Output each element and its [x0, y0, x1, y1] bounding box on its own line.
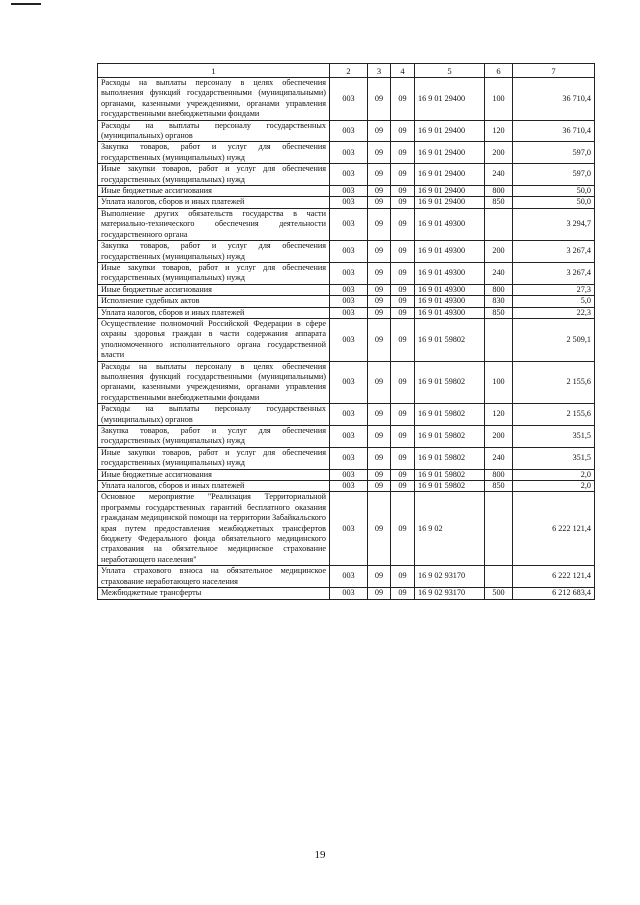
row-name-cell: Исполнение судебных актов — [98, 296, 330, 307]
row-target-cell: 16 9 01 59802 — [415, 426, 485, 448]
row-type-cell: 800 — [485, 469, 513, 480]
row-amount-cell: 6 222 121,4 — [513, 492, 595, 566]
row-type-cell: 240 — [485, 447, 513, 469]
row-subsection-cell: 09 — [391, 208, 415, 240]
table-row — [98, 481, 595, 492]
row-admin-cell: 003 — [330, 566, 368, 588]
row-section-cell: 09 — [368, 164, 391, 186]
table-row — [98, 78, 595, 121]
header-cell: 6 — [485, 64, 513, 78]
row-type-cell: 830 — [485, 296, 513, 307]
row-admin-cell: 003 — [330, 197, 368, 208]
row-subsection-cell: 09 — [391, 318, 415, 361]
row-type-cell: 120 — [485, 404, 513, 426]
row-admin-cell: 003 — [330, 361, 368, 404]
row-section-cell: 09 — [368, 481, 391, 492]
table-row — [98, 262, 595, 284]
table-row — [98, 361, 595, 404]
row-amount-cell: 2 155,6 — [513, 361, 595, 404]
row-target-cell: 16 9 01 49300 — [415, 208, 485, 240]
row-type-cell: 800 — [485, 186, 513, 197]
row-target-cell: 16 9 01 49300 — [415, 284, 485, 295]
table-row — [98, 186, 595, 197]
row-subsection-cell: 09 — [391, 164, 415, 186]
table-header-row — [98, 64, 595, 78]
row-section-cell: 09 — [368, 588, 391, 599]
budget-table — [97, 63, 595, 600]
row-type-cell: 100 — [485, 78, 513, 121]
row-section-cell: 09 — [368, 120, 391, 142]
row-section-cell: 09 — [368, 296, 391, 307]
table-row — [98, 588, 595, 599]
row-admin-cell: 003 — [330, 120, 368, 142]
row-section-cell: 09 — [368, 208, 391, 240]
row-admin-cell: 003 — [330, 492, 368, 566]
row-amount-cell: 50,0 — [513, 197, 595, 208]
row-subsection-cell: 09 — [391, 197, 415, 208]
scan-mark — [11, 3, 41, 5]
table-row — [98, 208, 595, 240]
row-subsection-cell: 09 — [391, 120, 415, 142]
row-subsection-cell: 09 — [391, 296, 415, 307]
table-row — [98, 492, 595, 566]
row-name-cell: Основное мероприятие "Реализация Территориальной программы государственных гарантий бесплатного оказания гражданам медицинской помощи на территории Забайкальского края путем предоставления межбюджетных трансфертов бюджету Федерального фонда обязательного медицинского страхования на обязательное медицинское страхование неработающего населения" — [98, 492, 330, 566]
row-admin-cell: 003 — [330, 588, 368, 599]
row-type-cell: 200 — [485, 142, 513, 164]
row-target-cell: 16 9 01 59802 — [415, 447, 485, 469]
table-row — [98, 566, 595, 588]
table-row — [98, 284, 595, 295]
row-subsection-cell: 09 — [391, 241, 415, 263]
row-section-cell: 09 — [368, 197, 391, 208]
row-name-cell: Осуществление полномочий Российской Федерации в сфере охраны здоровья граждан в части содержания аппарата уполномоченного исполнительного органа государственной власти — [98, 318, 330, 361]
table-row — [98, 197, 595, 208]
row-type-cell — [485, 208, 513, 240]
row-section-cell: 09 — [368, 78, 391, 121]
row-name-cell: Уплата налогов, сборов и иных платежей — [98, 197, 330, 208]
row-admin-cell: 003 — [330, 447, 368, 469]
row-type-cell — [485, 492, 513, 566]
row-type-cell: 120 — [485, 120, 513, 142]
row-amount-cell: 2,0 — [513, 481, 595, 492]
row-amount-cell: 5,0 — [513, 296, 595, 307]
row-type-cell: 200 — [485, 241, 513, 263]
row-section-cell: 09 — [368, 142, 391, 164]
header-cell: 4 — [391, 64, 415, 78]
row-type-cell: 240 — [485, 164, 513, 186]
row-name-cell: Уплата налогов, сборов и иных платежей — [98, 307, 330, 318]
row-admin-cell: 003 — [330, 208, 368, 240]
row-name-cell: Иные бюджетные ассигнования — [98, 469, 330, 480]
table-row — [98, 120, 595, 142]
row-name-cell: Расходы на выплаты персоналу государственных (муниципальных) органов — [98, 120, 330, 142]
row-section-cell: 09 — [368, 361, 391, 404]
row-admin-cell: 003 — [330, 186, 368, 197]
row-type-cell: 850 — [485, 481, 513, 492]
row-subsection-cell: 09 — [391, 361, 415, 404]
row-target-cell: 16 9 01 59802 — [415, 318, 485, 361]
row-admin-cell: 003 — [330, 142, 368, 164]
row-admin-cell: 003 — [330, 78, 368, 121]
row-name-cell: Иные закупки товаров, работ и услуг для обеспечения государственных (муниципальных) нужд — [98, 447, 330, 469]
row-section-cell: 09 — [368, 447, 391, 469]
row-subsection-cell: 09 — [391, 307, 415, 318]
row-admin-cell: 003 — [330, 469, 368, 480]
row-type-cell: 500 — [485, 588, 513, 599]
header-cell: 7 — [513, 64, 595, 78]
row-target-cell: 16 9 01 49300 — [415, 296, 485, 307]
row-type-cell: 850 — [485, 307, 513, 318]
table-row — [98, 142, 595, 164]
row-section-cell: 09 — [368, 284, 391, 295]
row-section-cell: 09 — [368, 426, 391, 448]
row-name-cell: Иные бюджетные ассигнования — [98, 186, 330, 197]
row-section-cell: 09 — [368, 318, 391, 361]
row-amount-cell: 50,0 — [513, 186, 595, 197]
row-subsection-cell: 09 — [391, 447, 415, 469]
row-name-cell: Выполнение других обязательств государства в части материально-технического обеспечения деятельности государственного органа — [98, 208, 330, 240]
row-type-cell: 240 — [485, 262, 513, 284]
row-target-cell: 16 9 01 49300 — [415, 241, 485, 263]
table-row — [98, 307, 595, 318]
row-admin-cell: 003 — [330, 296, 368, 307]
row-target-cell: 16 9 01 29400 — [415, 164, 485, 186]
row-subsection-cell: 09 — [391, 566, 415, 588]
row-type-cell — [485, 566, 513, 588]
row-admin-cell: 003 — [330, 284, 368, 295]
row-amount-cell: 597,0 — [513, 164, 595, 186]
row-admin-cell: 003 — [330, 318, 368, 361]
row-type-cell: 200 — [485, 426, 513, 448]
table-row — [98, 164, 595, 186]
row-amount-cell: 6 212 683,4 — [513, 588, 595, 599]
row-target-cell: 16 9 01 49300 — [415, 262, 485, 284]
row-subsection-cell: 09 — [391, 492, 415, 566]
row-target-cell: 16 9 01 49300 — [415, 307, 485, 318]
row-type-cell: 800 — [485, 284, 513, 295]
row-amount-cell: 3 294,7 — [513, 208, 595, 240]
table-row — [98, 404, 595, 426]
header-cell: 5 — [415, 64, 485, 78]
row-subsection-cell: 09 — [391, 142, 415, 164]
row-type-cell: 100 — [485, 361, 513, 404]
row-name-cell: Расходы на выплаты персоналу в целях обеспечения выполнения функций государственными (муниципальными) органами, казенными учреждениями, органами управления государственными внебюджетными фондами — [98, 361, 330, 404]
row-target-cell: 16 9 01 29400 — [415, 142, 485, 164]
row-amount-cell: 3 267,4 — [513, 241, 595, 263]
row-amount-cell: 36 710,4 — [513, 120, 595, 142]
row-target-cell: 16 9 02 — [415, 492, 485, 566]
table-row — [98, 426, 595, 448]
table-row — [98, 241, 595, 263]
row-target-cell: 16 9 01 59802 — [415, 361, 485, 404]
row-name-cell: Межбюджетные трансферты — [98, 588, 330, 599]
row-target-cell: 16 9 01 29400 — [415, 78, 485, 121]
row-amount-cell: 3 267,4 — [513, 262, 595, 284]
row-section-cell: 09 — [368, 404, 391, 426]
row-amount-cell: 6 222 121,4 — [513, 566, 595, 588]
row-subsection-cell: 09 — [391, 78, 415, 121]
row-admin-cell: 003 — [330, 426, 368, 448]
header-cell: 3 — [368, 64, 391, 78]
row-target-cell: 16 9 01 59802 — [415, 481, 485, 492]
row-admin-cell: 003 — [330, 307, 368, 318]
row-subsection-cell: 09 — [391, 404, 415, 426]
row-name-cell: Закупка товаров, работ и услуг для обеспечения государственных (муниципальных) нужд — [98, 426, 330, 448]
row-name-cell: Закупка товаров, работ и услуг для обеспечения государственных (муниципальных) нужд — [98, 142, 330, 164]
table-row — [98, 318, 595, 361]
row-name-cell: Иные закупки товаров, работ и услуг для обеспечения государственных (муниципальных) нужд — [98, 164, 330, 186]
header-cell: 2 — [330, 64, 368, 78]
row-admin-cell: 003 — [330, 262, 368, 284]
table-row — [98, 447, 595, 469]
row-target-cell: 16 9 01 59802 — [415, 404, 485, 426]
row-target-cell: 16 9 01 29400 — [415, 186, 485, 197]
row-section-cell: 09 — [368, 186, 391, 197]
row-admin-cell: 003 — [330, 164, 368, 186]
row-section-cell: 09 — [368, 469, 391, 480]
row-target-cell: 16 9 02 93170 — [415, 566, 485, 588]
row-subsection-cell: 09 — [391, 481, 415, 492]
row-section-cell: 09 — [368, 492, 391, 566]
row-target-cell: 16 9 01 59802 — [415, 469, 485, 480]
table-row — [98, 469, 595, 480]
row-name-cell: Расходы на выплаты персоналу в целях обеспечения выполнения функций государственными (муниципальными) органами, казенными учреждениями, органами управления государственными внебюджетными фондами — [98, 78, 330, 121]
row-name-cell: Закупка товаров, работ и услуг для обеспечения государственных (муниципальных) нужд — [98, 241, 330, 263]
row-admin-cell: 003 — [330, 241, 368, 263]
row-section-cell: 09 — [368, 262, 391, 284]
row-type-cell — [485, 318, 513, 361]
row-amount-cell: 597,0 — [513, 142, 595, 164]
row-subsection-cell: 09 — [391, 426, 415, 448]
row-section-cell: 09 — [368, 241, 391, 263]
row-section-cell: 09 — [368, 566, 391, 588]
row-amount-cell: 36 710,4 — [513, 78, 595, 121]
row-subsection-cell: 09 — [391, 284, 415, 295]
row-amount-cell: 22,3 — [513, 307, 595, 318]
row-name-cell: Уплата страхового взноса на обязательное медицинское страхование неработающего населения — [98, 566, 330, 588]
header-cell: 1 — [98, 64, 330, 78]
row-target-cell: 16 9 02 93170 — [415, 588, 485, 599]
row-name-cell: Иные бюджетные ассигнования — [98, 284, 330, 295]
row-amount-cell: 2,0 — [513, 469, 595, 480]
row-amount-cell: 351,5 — [513, 447, 595, 469]
row-subsection-cell: 09 — [391, 588, 415, 599]
row-amount-cell: 2 155,6 — [513, 404, 595, 426]
row-target-cell: 16 9 01 29400 — [415, 120, 485, 142]
page-number: 19 — [314, 849, 326, 861]
row-target-cell: 16 9 01 29400 — [415, 197, 485, 208]
row-amount-cell: 351,5 — [513, 426, 595, 448]
row-name-cell: Иные закупки товаров, работ и услуг для обеспечения государственных (муниципальных) нужд — [98, 262, 330, 284]
row-name-cell: Расходы на выплаты персоналу государственных (муниципальных) органов — [98, 404, 330, 426]
row-name-cell: Уплата налогов, сборов и иных платежей — [98, 481, 330, 492]
row-amount-cell: 2 509,1 — [513, 318, 595, 361]
row-subsection-cell: 09 — [391, 262, 415, 284]
table-row — [98, 296, 595, 307]
row-subsection-cell: 09 — [391, 186, 415, 197]
row-type-cell: 850 — [485, 197, 513, 208]
table-body — [98, 64, 595, 600]
row-admin-cell: 003 — [330, 481, 368, 492]
row-subsection-cell: 09 — [391, 469, 415, 480]
row-admin-cell: 003 — [330, 404, 368, 426]
row-amount-cell: 27,3 — [513, 284, 595, 295]
row-section-cell: 09 — [368, 307, 391, 318]
